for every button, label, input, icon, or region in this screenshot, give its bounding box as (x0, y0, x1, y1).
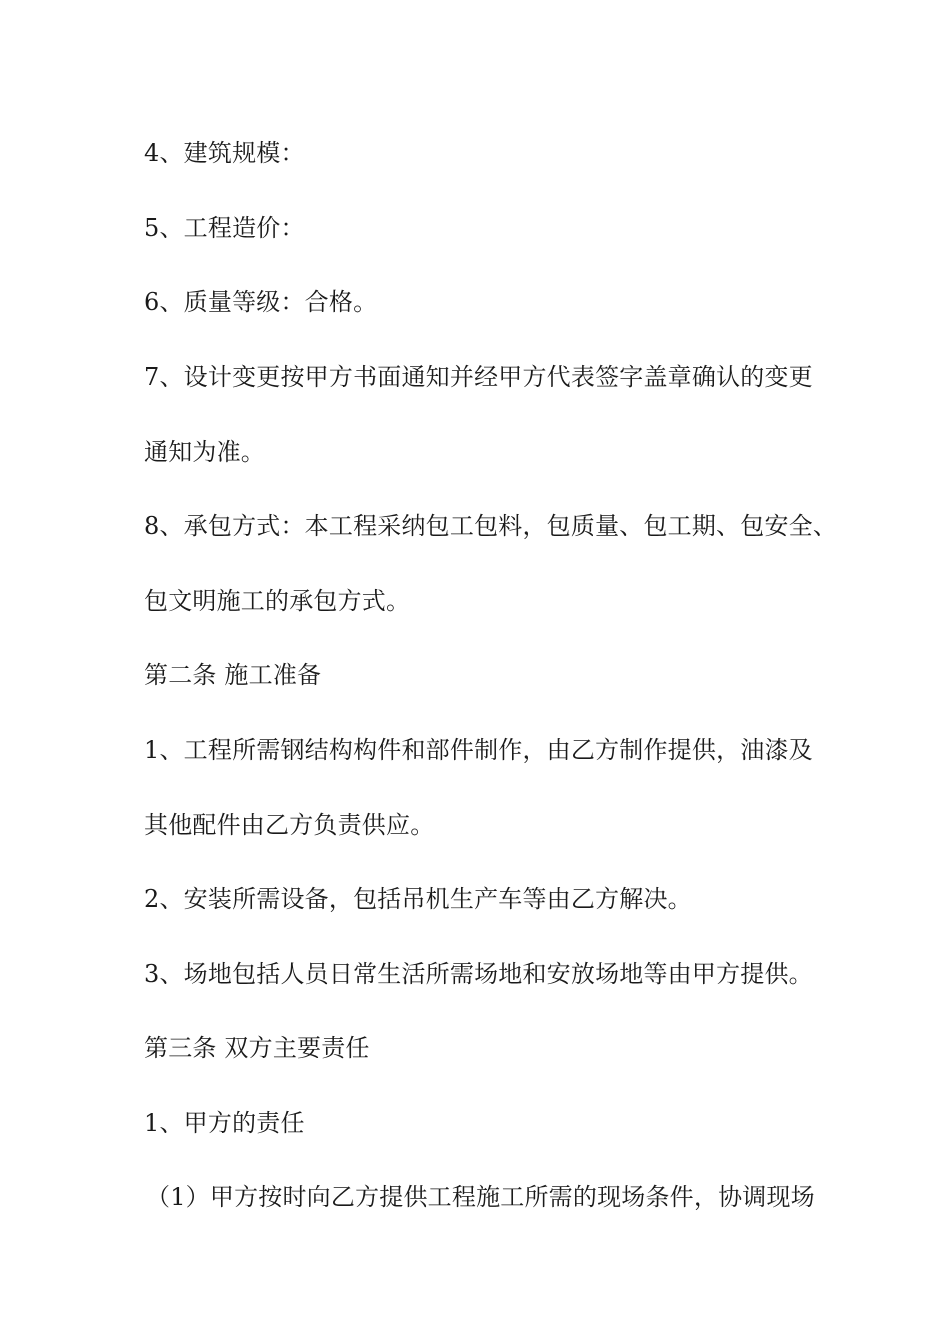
item-party-a-duty-1: （1）甲方按时向乙方提供工程施工所需的现场条件，协调现场 (146, 1183, 815, 1211)
item-design-change: 7、设计变更按甲方书面通知并经甲方代表签字盖章确认的变更 (144, 363, 813, 391)
item-party-a-responsibility: 1、甲方的责任 (144, 1109, 305, 1137)
item-building-scale: 4、建筑规模： (144, 139, 305, 167)
item-contract-method: 8、承包方式：本工程采纳包工包料，包质量、包工期、包安全、 (144, 512, 838, 540)
item-project-cost: 5、工程造价： (144, 214, 305, 242)
item-steel-components: 1、工程所需钢结构构件和部件制作，由乙方制作提供，油漆及 (144, 736, 813, 764)
item-steel-components-cont: 其他配件由乙方负责供应。 (144, 811, 435, 839)
item-design-change-cont: 通知为准。 (144, 438, 265, 466)
item-equipment: 2、安装所需设备，包括吊机生产车等由乙方解决。 (144, 885, 692, 913)
item-site: 3、场地包括人员日常生活所需场地和安放场地等由甲方提供。 (144, 960, 813, 988)
item-contract-method-cont: 包文明施工的承包方式。 (144, 587, 411, 615)
section-heading-responsibilities: 第三条 双方主要责任 (144, 1034, 370, 1062)
item-quality-grade: 6、质量等级：合格。 (144, 288, 378, 316)
section-heading-preparation: 第二条 施工准备 (144, 661, 322, 689)
